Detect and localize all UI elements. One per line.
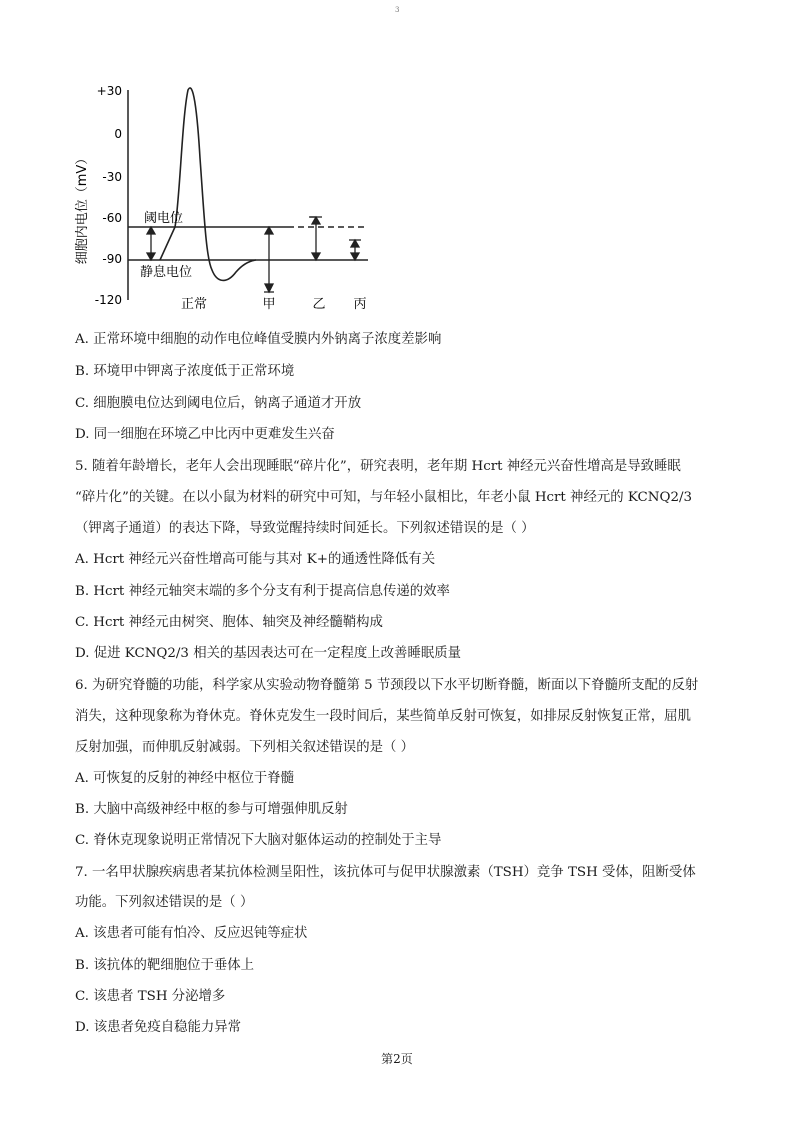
threshold-label: 阈电位 — [144, 211, 184, 226]
question-5-option-a: A. Hcrt 神经元兴奋性增高可能与其对 K+的通透性降低有关 — [75, 552, 436, 567]
question-6-option-c: C. 脊休克现象说明正常情况下大脑对躯体运动的控制处于主导 — [75, 833, 442, 848]
question-5-stem: “碎片化”的关键。在以小鼠为材料的研究中可知，与年轻小鼠相比，年老小鼠 Hcrt 神经元的 KCNQ2/3 — [75, 490, 693, 505]
page-top-mark: 3 — [395, 6, 400, 14]
bing-arrow — [349, 240, 361, 260]
resting-label: 静息电位 — [140, 265, 193, 280]
question-7-stem: 功能。下列叙述错误的是（ ） — [75, 895, 254, 910]
y-tick-label: -90 — [102, 252, 122, 266]
yi-arrow — [309, 217, 322, 260]
y-axis-label: 细胞内电位（mV） — [75, 151, 90, 265]
question-6-option-a: A. 可恢复的反射的神经中枢位于脊髓 — [75, 771, 295, 786]
normal-gap-arrow — [147, 227, 155, 260]
question-7-option-b: B. 该抗体的靶细胞位于垂体上 — [75, 958, 255, 973]
membrane-potential-figure — [70, 78, 400, 318]
question-5-stem: 5. 随着年龄增长，老年人会出现睡眠“碎片化”，研究表明，老年期 Hcrt 神经元兴奋性增高是导致睡眠 — [75, 459, 681, 474]
question-7-stem: 7. 一名甲状腺疾病患者某抗体检测呈阳性，该抗体可与促甲状腺激素（TSH）竞争 TSH 受体，阻断受体 — [75, 865, 696, 880]
action-potential-curve — [160, 88, 256, 280]
question-4-option-d: D. 同一细胞在环境乙中比丙中更难发生兴奋 — [75, 427, 335, 442]
question-5-option-c: C. Hcrt 神经元由树突、胞体、轴突及神经髓鞘构成 — [75, 615, 383, 630]
question-7-option-d: D. 该患者免疫自稳能力异常 — [75, 1020, 242, 1035]
y-tick-label: -120 — [94, 293, 122, 307]
question-4-option-c: C. 细胞膜电位达到阈电位后，钠离子通道才开放 — [75, 396, 362, 411]
question-4-option-b: B. 环境甲中钾离子浓度低于正常环境 — [75, 364, 295, 379]
question-5-option-b: B. Hcrt 神经元轴突末端的多个分支有利于提高信息传递的效率 — [75, 584, 450, 599]
x-label-jia: 甲 — [262, 297, 276, 312]
y-tick-label: -60 — [102, 211, 122, 225]
x-label-bing: 丙 — [353, 297, 367, 312]
page-number: 第2页 — [381, 1052, 413, 1066]
question-5-option-d: D. 促进 KCNQ2/3 相关的基因表达可在一定程度上改善睡眠质量 — [75, 646, 462, 661]
question-6-stem: 反射加强，而伸肌反射减弱。下列相关叙述错误的是（ ） — [75, 740, 415, 755]
question-6-option-b: B. 大脑中高级神经中枢的参与可增强伸肌反射 — [75, 802, 348, 817]
y-tick-label: 0 — [114, 127, 122, 141]
x-label-yi: 乙 — [312, 297, 326, 312]
question-4-option-a: A. 正常环境中细胞的动作电位峰值受膜内外钠离子浓度差影响 — [75, 332, 442, 347]
question-6-stem: 6. 为研究脊髓的功能，科学家从实验动物脊髓第 5 节颈段以下水平切断脊髓，断面以下脊髓所支配的反射 — [75, 678, 699, 693]
question-7-option-c: C. 该患者 TSH 分泌增多 — [75, 989, 226, 1004]
question-7-option-a: A. 该患者可能有怕冷、反应迟钝等症状 — [75, 926, 308, 941]
y-tick-label: -30 — [102, 170, 122, 184]
x-label-normal: 正常 — [180, 297, 208, 312]
question-6-stem: 消失，这种现象称为脊休克。脊休克发生一段时间后，某些简单反射可恢复，如排尿反射恢复正常，屈肌 — [75, 709, 691, 724]
question-5-stem: （钾离子通道）的表达下降，导致觉醒持续时间延长。下列叙述错误的是（ ） — [75, 521, 535, 536]
y-tick-label: +30 — [96, 84, 122, 98]
